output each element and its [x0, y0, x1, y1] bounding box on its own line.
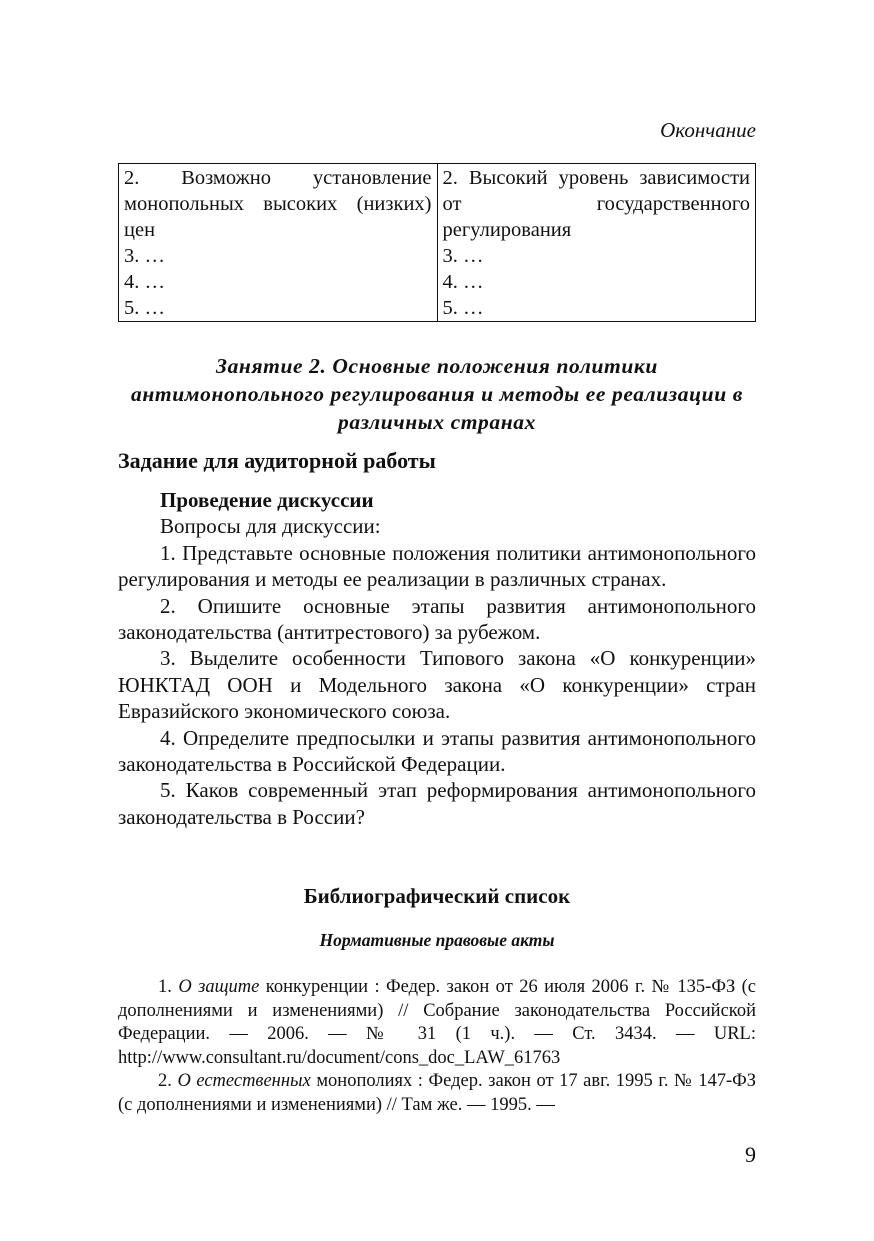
left-cell-item: 3. … [124, 245, 165, 267]
question-item: 4. Определите предпосылки и этапы развития антимонопольного законодательства в Российской Федерации. [118, 725, 756, 777]
question-item: 2. Опишите основные этапы развития антимонопольного законодательства (антитрестового) за рубежом. [118, 593, 756, 645]
bibliography-item-text: конкуренции : Федер. закон от 26 июля 2006 г. № 135-ФЗ (с дополнениями и изменениями) // Собрание законодательства Российской Федерации. — 2006. — № 31 (1 ч.). — Ст. 3434. — URL: http://www.consultant.ru/document/cons_doc_LAW_61763 [118, 977, 757, 1068]
left-cell-item: 2. Возможно установление монопольных высоких (низких) цен [124, 167, 432, 241]
bibliography-item-title: О естественных [177, 1071, 311, 1091]
questions-intro: Вопросы для дискуссии: [160, 514, 381, 539]
question-item: 1. Представьте основные положения политики антимонопольного регулирования и методы ее реализации в различных странах. [118, 540, 756, 592]
task-heading: Задание для аудиторной работы [118, 448, 436, 473]
bibliography-item [118, 1070, 756, 1117]
discussion-section [118, 487, 756, 830]
bibliography-item-text: монополиях : Федер. закон от 17 авг. 1995 г. № 147-ФЗ (с дополнениями и изменениями) // Там же. — 1995. — [118, 1071, 756, 1115]
bibliography-item [118, 976, 756, 1070]
bibliography-item-title: О защите [178, 977, 260, 997]
question-item: 5. Каков современный этап реформирования антимонопольного законодательства в России? [118, 778, 756, 829]
bibliography-item-number: 1. [158, 977, 172, 997]
table-cell-left [119, 164, 438, 322]
question-item: 3. Выделите особенности Типового закона «О конкуренции» ЮНКТАД ООН и Модельного закона «О конкуренции» стран Евразийского экономического союза. [118, 646, 756, 724]
page-number: 9 [745, 1142, 756, 1167]
bibliography-list [118, 976, 756, 1117]
continuation-label: Окончание [660, 118, 756, 142]
bibliography-item-number: 2. [158, 1071, 172, 1091]
right-cell-item: 4. … [442, 271, 484, 293]
table-cell-right [437, 164, 756, 322]
table-row [119, 164, 756, 322]
bibliography-subtitle: Нормативные правовые акты [319, 930, 555, 950]
left-cell-item: 5. … [124, 297, 165, 319]
right-cell-item: 3. … [442, 245, 484, 267]
lesson-title: Занятие 2. Основные положения политики антимонопольного регулирования и методы ее реализации в различных странах [131, 354, 743, 434]
continuation-table [118, 163, 756, 322]
discussion-heading: Проведение дискуссии [160, 488, 374, 512]
right-cell-item: 5. … [442, 297, 484, 319]
bibliography-title: Библиографический список [303, 884, 571, 908]
left-cell-item: 4. … [124, 271, 165, 293]
right-cell-item: 2. Высокий уровень зависимости от государственного регулирования [442, 167, 750, 241]
